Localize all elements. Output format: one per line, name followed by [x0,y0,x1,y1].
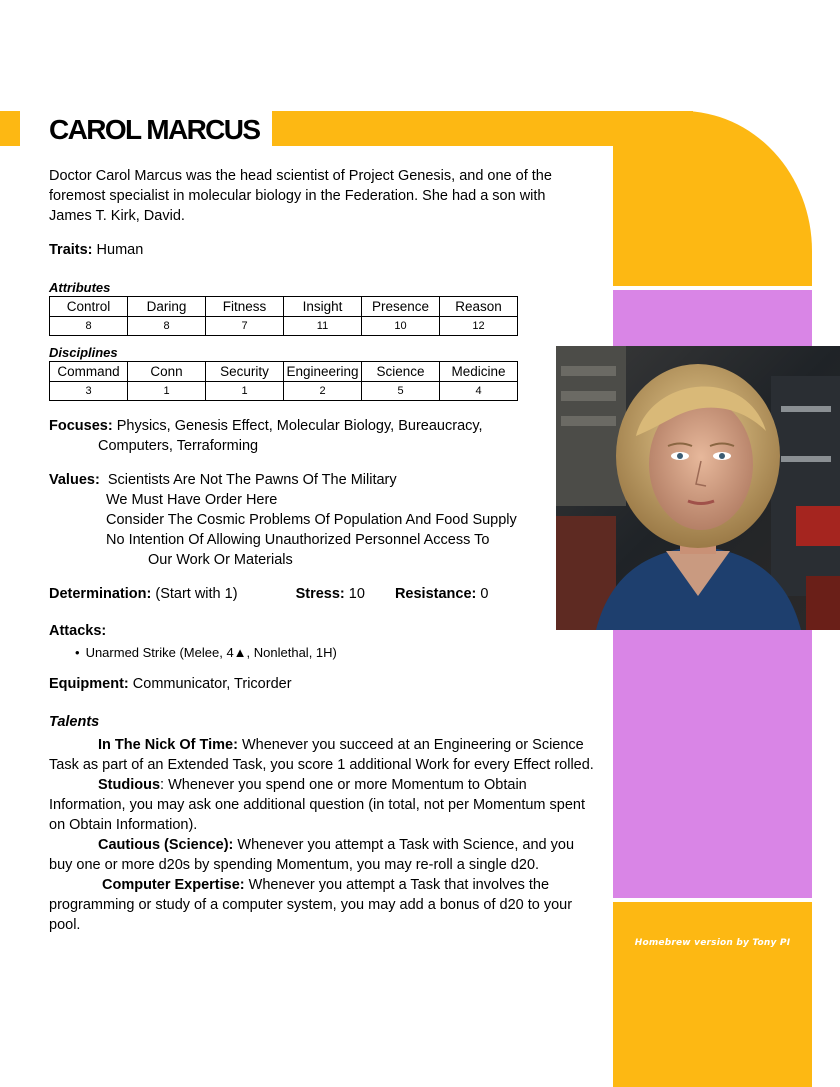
attribute-header: Reason [440,297,518,317]
character-description: Doctor Carol Marcus was the head scientist of Project Genesis, and one of the foremost specialist in molecular biology in the Federation. She had a son with James T. Kirk, David. [49,168,552,224]
talent-text: Whenever you attempt a Task with Science, and you buy one or more d20s by spending Momentum, you may re-roll a single d20. [49,837,575,873]
talent-item [49,875,594,935]
determination-value: (Start with 1) [155,586,238,602]
equipment-label: Equipment: [49,676,129,692]
talent-item [49,835,594,875]
stress-value: 10 [348,586,365,602]
talents-list [49,735,594,935]
resistance-value: 0 [480,586,489,602]
talent-name: Cautious (Science): [98,837,234,853]
attribute-value: 8 [50,317,128,336]
page-title: CAROL MARCUS [47,110,272,150]
value-item: We Must Have Order Here [106,492,278,508]
discipline-header: Engineering [284,362,362,382]
attribute-header: Daring [128,297,206,317]
determination-label: Determination: [49,586,152,602]
discipline-value: 1 [128,382,206,401]
attribute-header: Presence [362,297,440,317]
character-portrait [556,346,840,630]
focuses-line-1: Physics, Genesis Effect, Molecular Biology, Bureaucracy, [116,418,483,434]
value-item: Scientists Are Not The Pawns Of The Military [107,472,397,488]
discipline-value: 2 [284,382,362,401]
discipline-header: Security [206,362,284,382]
attributes-table [49,296,518,336]
disciplines-table [49,361,518,401]
attribute-value: 12 [440,317,518,336]
talent-item [49,735,594,775]
attribute-header: Fitness [206,297,284,317]
discipline-header: Conn [128,362,206,382]
lcars-elbow-cutout [556,146,613,286]
attribute-header: Control [50,297,128,317]
discipline-value: 4 [440,382,518,401]
talent-text: Whenever you attempt a Task that involves the programming or study of a computer system, you may add a bonus of d20 to your pool. [49,877,573,933]
value-item: Our Work Or Materials [148,552,293,568]
focuses-line-2: Computers, Terraforming [98,438,259,454]
discipline-value: 3 [50,382,128,401]
equipment-line [49,674,292,694]
focuses-label: Focuses: [49,418,113,434]
attack-text: Unarmed Strike (Melee, 4▲, Nonlethal, 1H) [85,645,337,660]
talent-text: : Whenever you spend one or more Momentum to Obtain Information, you may ask one additional question (in total, not per Momentum spent on Obtain Information). [49,777,585,833]
attribute-value: 11 [284,317,362,336]
attack-item [75,644,337,662]
values-section [49,470,517,570]
attacks-label: Attacks: [49,623,107,639]
value-item: No Intention Of Allowing Unauthorized Personnel Access To [106,532,490,548]
discipline-header: Medicine [440,362,518,382]
attribute-value: 8 [128,317,206,336]
disciplines-heading: Disciplines [49,345,118,360]
discipline-header: Science [362,362,440,382]
lcars-bottom-panel [613,902,812,1087]
talent-name: In The Nick Of Time: [98,737,238,753]
bullet-icon: • [75,645,80,660]
portrait-photo [556,346,840,630]
lcars-left-tab [0,111,20,146]
talent-item [49,775,594,835]
lcars-elbow [613,111,812,286]
talent-name: Computer Expertise: [102,877,245,893]
discipline-header: Command [50,362,128,382]
talent-name: Studious [98,777,161,793]
attribute-value: 10 [362,317,440,336]
traits-label: Traits: [49,242,93,258]
discipline-value: 1 [206,382,284,401]
attributes-heading: Attributes [49,280,111,295]
attribute-header: Insight [284,297,362,317]
value-item: Consider The Cosmic Problems Of Population And Food Supply [106,512,517,528]
focuses-section [49,416,549,456]
equipment-value: Communicator, Tricorder [132,676,292,692]
talents-heading: Talents [49,714,100,730]
discipline-value: 5 [362,382,440,401]
stats-line [49,584,549,604]
values-label: Values: [49,472,100,488]
attribute-value: 7 [206,317,284,336]
traits-value: Human [96,242,144,258]
attacks-heading [49,621,106,641]
resistance-label: Resistance: [394,586,477,602]
stress-label: Stress: [295,586,345,602]
traits-line [49,240,143,260]
talent-text: Whenever you succeed at an Engineering or Science Task as part of an Extended Task, you score 1 additional Work for every Effect rolled. [49,737,594,773]
credit-text: Homebrew version by Tony PI [634,938,791,948]
